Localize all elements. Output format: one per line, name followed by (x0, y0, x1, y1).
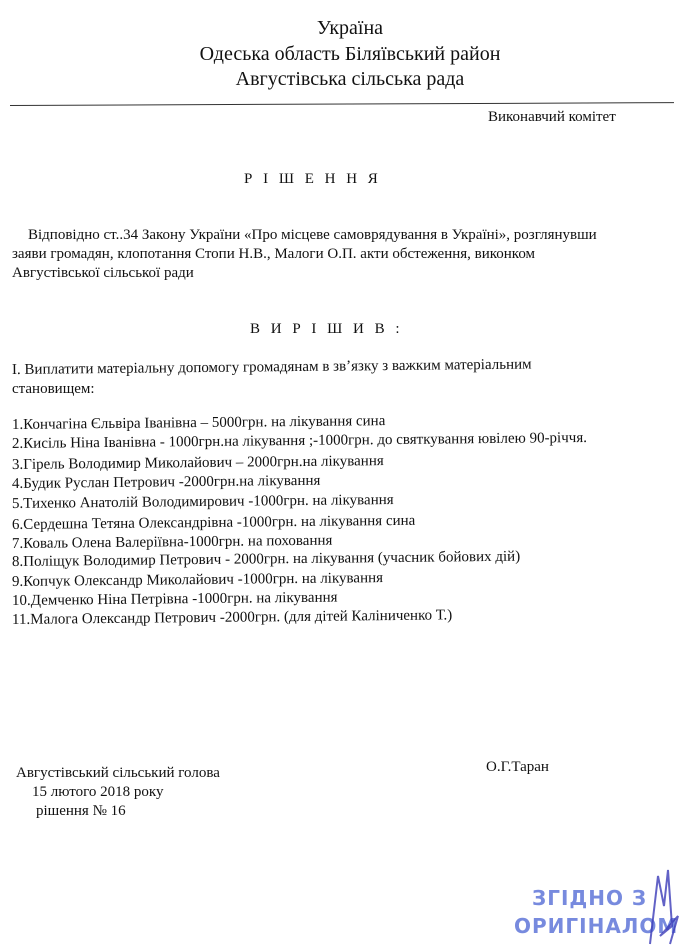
list-item: 3.Гірель Володимир Миколайович – 2000грн.на лікування (11, 453, 384, 473)
resolved-title: В И Р І Ш И В : (250, 321, 404, 337)
stamp-line-2: ОРИГІНАЛОМ (514, 914, 679, 938)
list-item: 10.Демченко Ніна Петрівна -1000грн. на лікування (11, 589, 338, 609)
handwritten-signature (630, 866, 690, 946)
resolution-intro-line-1: I. Виплатити матеріальну допомогу громадянам в зв’язку з важким матеріальним (11, 356, 532, 378)
list-item: 4.Будик Руслан Петрович -2000грн.на лікування (11, 472, 321, 492)
header-country: Україна (316, 17, 384, 39)
stamp-line-1: ЗГІДНО З (532, 886, 648, 910)
decision-date: 15 лютого 2018 року (32, 784, 164, 800)
resolution-intro-line-2: становищем: (12, 381, 95, 397)
list-item: 8.Поліщук Володимир Петрович - 2000грн. на лікування (учасник бойових дій) (11, 548, 521, 570)
preamble-line-3: Августівської сільської ради (12, 265, 194, 281)
decision-number: рішення № 16 (36, 803, 126, 819)
list-item: 5.Тихенко Анатолій Володимирович -1000грн. на лікування (11, 492, 394, 512)
list-item: 7.Коваль Олена Валеріївна-1000грн. на поховання (11, 532, 333, 552)
header-council: Августівська сільська рада (235, 68, 465, 90)
header-separator (10, 102, 674, 106)
list-item: 1.Кончагіна Єльвіра Іванівна – 5000грн. на лікування сина (11, 413, 386, 433)
head-title: Августівський сільський голова (16, 765, 220, 781)
decision-title: Р І Ш Е Н Н Я (244, 171, 382, 187)
preamble-line-1: Відповідно ст..34 Закону України «Про місцеве самоврядування в Україні», розглянувши (28, 227, 597, 243)
head-name: О.Г.Таран (486, 759, 549, 775)
list-item: 2.Кисіль Ніна Іванівна - 1000грн.на лікування ;-1000грн. до святкування ювілею 90-річчя. (11, 429, 588, 452)
preamble-line-2: заяви громадян, клопотання Стопи Н.В., Малоги О.П. акти обстеження, виконком (12, 246, 536, 262)
list-item: 11.Малога Олександр Петрович -2000грн. (для дітей Каліниченко Т.) (11, 607, 453, 628)
header-committee: Виконавчий комітет (488, 109, 616, 125)
header-region: Одеська область Біляївський район (199, 43, 501, 65)
list-item: 9.Копчук Олександр Миколайович -1000грн. на лікування (11, 570, 384, 590)
list-item: 6.Сердешна Тетяна Олександрівна -1000грн. на лікування сина (11, 512, 416, 533)
